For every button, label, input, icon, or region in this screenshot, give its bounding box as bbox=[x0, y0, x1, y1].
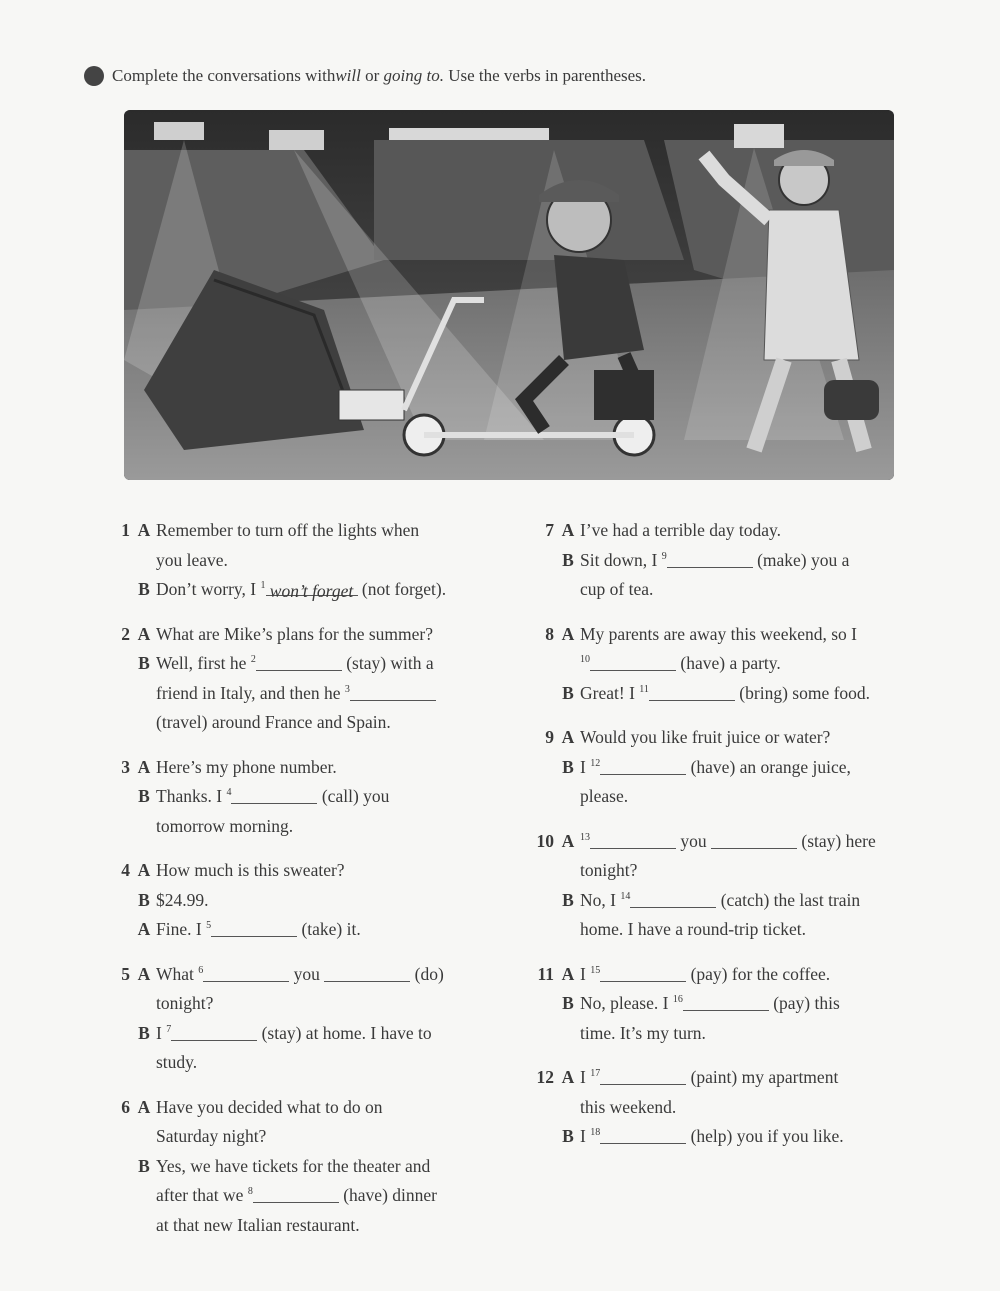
dialogue-line bbox=[524, 753, 944, 783]
speaker-label: B bbox=[138, 1155, 150, 1176]
line-text bbox=[156, 649, 500, 679]
blank-number: 1 bbox=[260, 580, 266, 591]
answer-blank[interactable] bbox=[211, 918, 297, 937]
line-text bbox=[156, 575, 500, 605]
line-text bbox=[156, 960, 500, 990]
instruction-part1: Complete the conversations with bbox=[112, 66, 336, 85]
answer-blank[interactable] bbox=[600, 1066, 686, 1085]
sentence-pre: What bbox=[156, 963, 199, 984]
speaker-label: A bbox=[561, 830, 575, 851]
sentence-mid: you bbox=[289, 963, 325, 984]
line-text bbox=[580, 915, 944, 945]
dialogue-line bbox=[524, 516, 944, 546]
sentence-text: this weekend. bbox=[580, 1096, 677, 1117]
sentence-text: Would you like fruit juice or water? bbox=[580, 727, 831, 747]
speaker-label bbox=[134, 679, 154, 709]
sentence-text: What are Mike’s plans for the summer? bbox=[156, 623, 433, 644]
dialogue-line bbox=[100, 1211, 500, 1241]
blank-number: 13 bbox=[580, 831, 590, 843]
speaker-label bbox=[134, 812, 154, 842]
blank-number: 5 bbox=[206, 920, 212, 931]
item-number: 8 bbox=[545, 623, 554, 644]
dialogue-line bbox=[100, 620, 500, 650]
answer-blank[interactable] bbox=[324, 963, 410, 982]
line-text bbox=[580, 575, 944, 605]
speaker-label: B bbox=[562, 756, 574, 777]
sentence-pre: I bbox=[580, 756, 591, 777]
line-text bbox=[580, 827, 944, 857]
item-number-spacer bbox=[100, 679, 130, 709]
dialogue-line bbox=[100, 886, 500, 916]
sentence-pre: Well, first he bbox=[156, 653, 251, 673]
line-text bbox=[156, 886, 500, 916]
sentence-text: you leave. bbox=[156, 549, 228, 570]
answer-blank[interactable] bbox=[171, 1022, 257, 1041]
sentence-post: (take) it. bbox=[297, 919, 361, 939]
item-number: 5 bbox=[121, 963, 130, 984]
item-number: 3 bbox=[121, 756, 130, 777]
dialogue-line bbox=[100, 989, 500, 1019]
line-text bbox=[156, 1019, 500, 1049]
speaker-label bbox=[558, 1093, 578, 1123]
line-text bbox=[580, 856, 944, 886]
line-text bbox=[156, 1152, 500, 1182]
sentence-text: time. It’s my turn. bbox=[580, 1022, 706, 1043]
exercise-item bbox=[100, 960, 500, 1078]
speaker-label bbox=[134, 708, 154, 738]
speaker-label bbox=[134, 989, 154, 1019]
dialogue-line bbox=[100, 649, 500, 679]
sentence-post: (catch) the last train bbox=[716, 889, 861, 910]
sentence-text: How much is this sweater? bbox=[156, 860, 345, 880]
instruction-going-to: going to. bbox=[383, 66, 444, 85]
answer-blank[interactable] bbox=[590, 652, 676, 671]
item-number-spacer bbox=[100, 649, 130, 679]
item-number-spacer bbox=[524, 856, 554, 886]
line-text bbox=[156, 546, 500, 576]
blank-number: 18 bbox=[590, 1127, 601, 1138]
item-number-spacer bbox=[524, 886, 554, 916]
bullet-icon bbox=[84, 66, 104, 86]
blank-number: 8 bbox=[247, 1186, 253, 1197]
speaker-label bbox=[558, 1019, 578, 1049]
dialogue-line bbox=[100, 1122, 500, 1152]
sentence-post: (have) a party. bbox=[676, 653, 781, 673]
dialogue-line bbox=[524, 827, 944, 857]
line-text bbox=[580, 1093, 944, 1123]
speaker-label: B bbox=[562, 682, 574, 703]
speaker-label: A bbox=[561, 727, 575, 747]
item-number-spacer bbox=[524, 1122, 554, 1152]
sentence-text: I’ve had a terrible day today. bbox=[580, 520, 781, 540]
speaker-label: B bbox=[562, 889, 574, 910]
sentence-text: tonight? bbox=[580, 860, 638, 880]
sentence-pre: Thanks. I bbox=[156, 786, 227, 806]
dialogue-line bbox=[524, 575, 944, 605]
speaker-label bbox=[134, 1211, 154, 1241]
speaker-label: A bbox=[137, 623, 151, 644]
sentence-post: (help) you if you like. bbox=[686, 1126, 844, 1146]
blank-number: 12 bbox=[590, 757, 601, 769]
item-number-spacer bbox=[100, 782, 130, 812]
exercise-item bbox=[524, 960, 944, 1049]
sentence-text: Saturday night? bbox=[156, 1126, 267, 1146]
line-text bbox=[580, 1122, 944, 1152]
sentence-post: (pay) this bbox=[768, 993, 840, 1013]
line-text bbox=[156, 989, 500, 1019]
sentence-post: (not forget). bbox=[357, 579, 447, 599]
item-number-spacer bbox=[524, 753, 554, 783]
dialogue-line bbox=[100, 1019, 500, 1049]
item-number: 1 bbox=[121, 520, 130, 540]
item-number-spacer bbox=[100, 575, 130, 605]
sentence-pre: Don’t worry, I bbox=[156, 579, 261, 599]
speaker-label: A bbox=[137, 520, 151, 540]
sentence-pre: I bbox=[580, 1126, 591, 1146]
sentence-text: (travel) around France and Spain. bbox=[156, 712, 391, 732]
answer-blank[interactable] bbox=[600, 963, 686, 982]
dialogue-line bbox=[524, 915, 944, 945]
item-number-spacer bbox=[100, 1048, 130, 1078]
answer-blank[interactable] bbox=[649, 682, 735, 701]
speaker-label: B bbox=[138, 889, 150, 910]
item-number-spacer bbox=[100, 915, 130, 945]
line-text bbox=[156, 1048, 500, 1078]
blank-number: 4 bbox=[226, 787, 232, 798]
line-text bbox=[156, 856, 500, 886]
item-number-spacer bbox=[524, 1019, 554, 1049]
sentence-post: (have) an orange juice, bbox=[686, 756, 851, 777]
line-text bbox=[156, 915, 500, 945]
answer-blank[interactable] bbox=[350, 682, 436, 701]
speaker-label bbox=[134, 1181, 154, 1211]
item-number-spacer bbox=[100, 989, 130, 1019]
dialogue-line bbox=[100, 546, 500, 576]
dialogue-line bbox=[100, 1181, 500, 1211]
item-number-spacer bbox=[100, 1152, 130, 1182]
sentence-post: (call) you bbox=[317, 786, 390, 806]
sentence-post: (have) dinner bbox=[338, 1185, 437, 1205]
item-number-spacer bbox=[100, 708, 130, 738]
speaker-label bbox=[134, 1122, 154, 1152]
line-text bbox=[580, 1019, 944, 1049]
dialogue-line bbox=[100, 960, 500, 990]
line-text bbox=[156, 679, 500, 709]
dialogue-line bbox=[100, 1152, 500, 1182]
speaker-label: B bbox=[562, 549, 574, 570]
sentence-text: Here’s my phone number. bbox=[156, 756, 337, 777]
item-number-spacer bbox=[524, 546, 554, 576]
answer-blank[interactable] bbox=[711, 830, 797, 849]
item-number-spacer bbox=[524, 679, 554, 709]
line-text bbox=[580, 989, 944, 1019]
sentence-post: (stay) here bbox=[797, 830, 876, 851]
dialogue-line bbox=[100, 708, 500, 738]
sentence-text: please. bbox=[580, 786, 629, 806]
sentence-post: (do) bbox=[410, 963, 444, 984]
dialogue-line bbox=[100, 679, 500, 709]
dialogue-line bbox=[524, 1093, 944, 1123]
blank-number: 14 bbox=[620, 890, 631, 902]
speaker-label: A bbox=[137, 1096, 151, 1117]
answer-blank[interactable] bbox=[203, 963, 289, 982]
dialogue-line bbox=[100, 753, 500, 783]
instruction-part2: Use the verbs in parentheses. bbox=[443, 66, 647, 85]
item-number-spacer bbox=[100, 886, 130, 916]
exercise-item bbox=[524, 516, 944, 605]
dialogue-line bbox=[100, 516, 500, 546]
speaker-label: A bbox=[561, 520, 575, 540]
blank-number: 6 bbox=[198, 964, 204, 976]
speaker-label: A bbox=[561, 1067, 575, 1087]
dialogue-line bbox=[524, 679, 944, 709]
item-number-spacer bbox=[100, 1181, 130, 1211]
column-right bbox=[524, 516, 944, 1167]
line-text bbox=[580, 886, 944, 916]
sentence-pre: No, please. I bbox=[580, 993, 673, 1013]
line-text bbox=[580, 679, 944, 709]
sentence-post: (make) you a bbox=[752, 549, 850, 570]
exercise-item bbox=[100, 856, 500, 945]
sentence-mid: you bbox=[676, 830, 711, 851]
answer-blank[interactable] bbox=[600, 1125, 686, 1144]
dialogue-line bbox=[524, 1122, 944, 1152]
blank-number: 17 bbox=[590, 1068, 601, 1079]
blank-number: 2 bbox=[250, 654, 256, 665]
dialogue-line bbox=[524, 886, 944, 916]
sentence-text: study. bbox=[156, 1052, 198, 1072]
exercise-item bbox=[524, 620, 944, 709]
sentence-post: (pay) for the coffee. bbox=[686, 963, 831, 984]
item-number-spacer bbox=[100, 1019, 130, 1049]
line-text bbox=[580, 723, 944, 753]
line-text bbox=[580, 960, 944, 990]
dialogue-line bbox=[524, 960, 944, 990]
item-number-spacer bbox=[100, 1122, 130, 1152]
item-number-spacer bbox=[524, 575, 554, 605]
sentence-pre: I bbox=[156, 1022, 167, 1043]
sentence-text: Have you decided what to do on bbox=[156, 1096, 383, 1117]
dialogue-line bbox=[524, 1019, 944, 1049]
answer-blank[interactable] bbox=[231, 785, 317, 804]
item-number-spacer bbox=[100, 812, 130, 842]
line-text bbox=[580, 649, 944, 679]
blank-number: 3 bbox=[344, 683, 350, 695]
sentence-pre: Great! I bbox=[580, 682, 640, 703]
dialogue-line bbox=[524, 989, 944, 1019]
instruction-will: will bbox=[335, 66, 361, 85]
instruction bbox=[84, 66, 646, 86]
answer-blank[interactable] bbox=[667, 549, 753, 568]
line-text bbox=[580, 1063, 944, 1093]
dialogue-line bbox=[524, 620, 944, 650]
line-text bbox=[156, 782, 500, 812]
speaker-label: B bbox=[138, 579, 150, 599]
instruction-or: or bbox=[360, 66, 384, 85]
speaker-label: A bbox=[561, 623, 575, 644]
line-text bbox=[156, 812, 500, 842]
sentence-text: Remember to turn off the lights when bbox=[156, 520, 420, 540]
item-number: 4 bbox=[121, 860, 130, 880]
speaker-label bbox=[558, 782, 578, 812]
sentence-text: home. I have a round-trip ticket. bbox=[580, 919, 806, 939]
line-text bbox=[156, 708, 500, 738]
dialogue-line bbox=[524, 1063, 944, 1093]
speaker-label: A bbox=[137, 919, 151, 939]
sentence-pre: after that we bbox=[156, 1185, 248, 1205]
dialogue-line bbox=[100, 575, 500, 605]
item-number: 7 bbox=[545, 520, 554, 540]
speaker-label: A bbox=[137, 860, 151, 880]
blank-number: 7 bbox=[166, 1023, 172, 1035]
line-text bbox=[156, 753, 500, 783]
item-number: 2 bbox=[121, 623, 130, 644]
sentence-pre: Fine. I bbox=[156, 919, 207, 939]
speaker-label bbox=[134, 546, 154, 576]
sentence-post: (stay) with a bbox=[341, 653, 434, 673]
item-number-spacer bbox=[524, 782, 554, 812]
sentence-pre: I bbox=[580, 1067, 591, 1087]
blank-number: 11 bbox=[639, 683, 649, 695]
line-text bbox=[580, 546, 944, 576]
dialogue-line bbox=[524, 649, 944, 679]
dialogue-line bbox=[100, 782, 500, 812]
sentence-text: $24.99. bbox=[156, 889, 209, 910]
answer-blank[interactable] bbox=[256, 652, 342, 671]
column-left bbox=[100, 516, 500, 1255]
answer-blank[interactable] bbox=[683, 992, 769, 1011]
line-text bbox=[580, 782, 944, 812]
line-text bbox=[156, 620, 500, 650]
answer-blank[interactable] bbox=[600, 756, 686, 775]
line-text bbox=[156, 1093, 500, 1123]
speaker-label bbox=[558, 575, 578, 605]
speaker-label: B bbox=[562, 1126, 574, 1146]
speaker-label: B bbox=[138, 653, 150, 673]
sentence-text: Yes, we have tickets for the theater and bbox=[156, 1155, 431, 1176]
speaker-label: B bbox=[138, 786, 150, 806]
speaker-label: B bbox=[562, 993, 574, 1013]
dialogue-line bbox=[100, 812, 500, 842]
item-number: 9 bbox=[545, 727, 554, 747]
speaker-label bbox=[558, 649, 578, 679]
speaker-label bbox=[558, 915, 578, 945]
sentence-pre: Sit down, I bbox=[580, 549, 662, 570]
stadium-lawnmower-illustration-icon bbox=[124, 110, 894, 480]
dialogue-line bbox=[524, 546, 944, 576]
dialogue-line bbox=[524, 782, 944, 812]
line-text bbox=[580, 620, 944, 650]
dialogue-line bbox=[100, 856, 500, 886]
sentence-text: at that new Italian restaurant. bbox=[156, 1214, 360, 1235]
answer-blank[interactable] bbox=[253, 1184, 339, 1203]
item-number-spacer bbox=[524, 989, 554, 1019]
blank-number: 9 bbox=[661, 550, 667, 562]
item-number: 6 bbox=[121, 1096, 130, 1117]
speaker-label: A bbox=[137, 756, 151, 777]
dialogue-line bbox=[100, 915, 500, 945]
exercise-item bbox=[524, 723, 944, 812]
item-number: 10 bbox=[536, 830, 554, 851]
line-text bbox=[156, 1181, 500, 1211]
sentence-post: (bring) some food. bbox=[734, 682, 871, 703]
sentence-pre: friend in Italy, and then he bbox=[156, 682, 345, 703]
item-number: 11 bbox=[537, 963, 554, 984]
speaker-label: A bbox=[561, 963, 575, 984]
item-number-spacer bbox=[524, 1093, 554, 1123]
line-text bbox=[580, 753, 944, 783]
item-number-spacer bbox=[100, 1211, 130, 1241]
answer-blank[interactable]: won’t forget bbox=[266, 577, 358, 596]
sentence-post: (stay) at home. I have to bbox=[257, 1022, 432, 1043]
sentence-text: cup of tea. bbox=[580, 579, 654, 599]
line-text bbox=[156, 516, 500, 546]
dialogue-line bbox=[100, 1093, 500, 1123]
line-text bbox=[580, 516, 944, 546]
line-text bbox=[156, 1211, 500, 1241]
sentence-text: tomorrow morning. bbox=[156, 815, 294, 836]
blank-number: 15 bbox=[590, 964, 601, 976]
item-number-spacer bbox=[524, 915, 554, 945]
exercise-item bbox=[524, 1063, 944, 1152]
line-text bbox=[156, 1122, 500, 1152]
answer-blank[interactable] bbox=[630, 889, 716, 908]
blank-number: 16 bbox=[672, 994, 683, 1005]
item-number: 12 bbox=[536, 1067, 554, 1087]
sentence-pre: No, I bbox=[580, 889, 621, 910]
exercise-item bbox=[100, 1093, 500, 1241]
sentence-pre: I bbox=[580, 963, 591, 984]
blank-number: 10 bbox=[580, 654, 590, 665]
speaker-label bbox=[134, 1048, 154, 1078]
exercise-item bbox=[100, 516, 500, 605]
item-number-spacer bbox=[524, 649, 554, 679]
speaker-label: B bbox=[138, 1022, 150, 1043]
sentence-text: tonight? bbox=[156, 993, 214, 1013]
dialogue-line bbox=[524, 856, 944, 886]
dialogue-line bbox=[100, 1048, 500, 1078]
exercise-item bbox=[524, 827, 944, 945]
dialogue-line bbox=[524, 723, 944, 753]
speaker-label: A bbox=[137, 963, 151, 984]
item-number-spacer bbox=[100, 546, 130, 576]
sentence-text: My parents are away this weekend, so I bbox=[580, 623, 857, 644]
exercise-item bbox=[100, 753, 500, 842]
answer-blank[interactable] bbox=[590, 830, 676, 849]
speaker-label bbox=[558, 856, 578, 886]
exercise-item bbox=[100, 620, 500, 738]
sentence-post: (paint) my apartment bbox=[686, 1067, 839, 1087]
